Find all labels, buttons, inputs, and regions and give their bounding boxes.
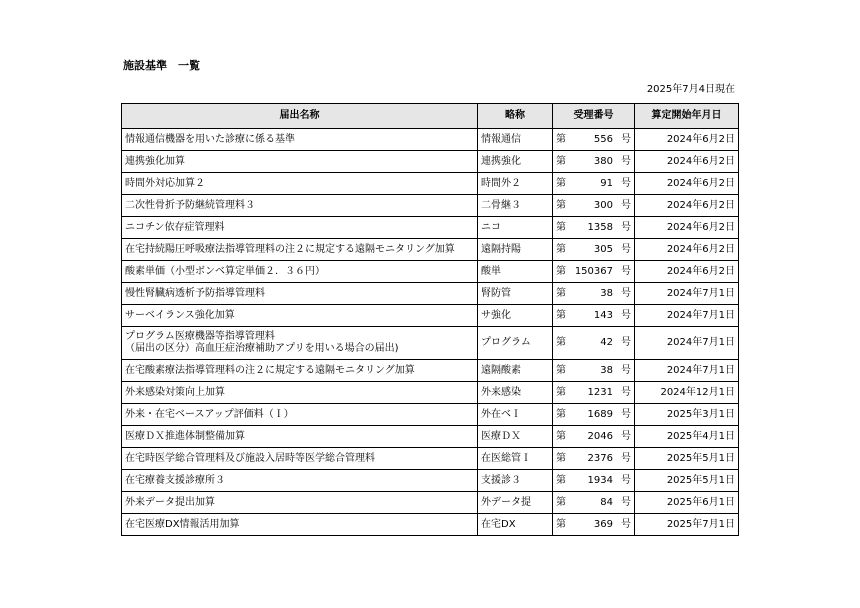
cell-name-text: 慢性腎臓病透析予防指導管理料	[125, 287, 265, 299]
number-value: 1358	[587, 221, 613, 233]
number-suffix: 号	[621, 243, 631, 255]
number-value: 143	[593, 309, 613, 321]
cell-start-date: 2024年7月1日	[635, 327, 739, 360]
number-prefix: 第	[556, 199, 566, 211]
number-value: 38	[600, 364, 613, 376]
cell-name	[122, 470, 478, 492]
cell-number	[553, 382, 635, 404]
number-suffix: 号	[621, 364, 631, 376]
cell-start-date: 2024年7月1日	[635, 360, 739, 382]
cell-abbr: 腎防管	[478, 283, 553, 305]
number-prefix: 第	[556, 177, 566, 189]
cell-name-text: 在宅持続陽圧呼吸療法指導管理料の注２に規定する遠隔モニタリング加算	[125, 243, 455, 255]
header-name: 届出名称	[122, 104, 478, 129]
table-body	[122, 129, 739, 536]
number-value: 300	[593, 199, 613, 211]
cell-name-text: 情報通信機器を用いた診療に係る基準	[125, 133, 295, 145]
cell-name-text: 在宅医療DX情報活用加算	[125, 518, 240, 530]
cell-name	[122, 195, 478, 217]
table-row	[122, 195, 739, 217]
table-row	[122, 305, 739, 327]
facility-standards-table	[121, 103, 739, 536]
cell-start-date: 2024年7月1日	[635, 283, 739, 305]
number-suffix: 号	[621, 496, 631, 508]
table-row	[122, 492, 739, 514]
cell-start-date: 2025年6月1日	[635, 492, 739, 514]
cell-number	[553, 327, 635, 360]
number-prefix: 第	[556, 452, 566, 464]
cell-name	[122, 404, 478, 426]
document-title: 施設基準 一覧	[123, 59, 200, 72]
cell-number	[553, 283, 635, 305]
cell-abbr: 外来感染	[478, 382, 553, 404]
cell-name	[122, 173, 478, 195]
cell-number	[553, 470, 635, 492]
table-row	[122, 151, 739, 173]
cell-number	[553, 448, 635, 470]
cell-abbr: 支援診３	[478, 470, 553, 492]
number-suffix: 号	[621, 518, 631, 530]
cell-start-date: 2024年6月2日	[635, 129, 739, 151]
cell-abbr: 連携強化	[478, 151, 553, 173]
number-suffix: 号	[621, 155, 631, 167]
cell-number	[553, 261, 635, 283]
cell-number	[553, 426, 635, 448]
cell-abbr: 遠隔持陽	[478, 239, 553, 261]
table-row	[122, 470, 739, 492]
cell-name-text: 医療ＤＸ推進体制整備加算	[125, 430, 245, 442]
table-row	[122, 426, 739, 448]
number-value: 2046	[587, 430, 613, 442]
cell-name-text: 酸素単価（小型ボンベ算定単価２．３６円）	[125, 265, 325, 277]
number-prefix: 第	[556, 243, 566, 255]
cell-abbr: サ強化	[478, 305, 553, 327]
table-header-row	[122, 104, 739, 129]
number-prefix: 第	[556, 364, 566, 376]
cell-number	[553, 217, 635, 239]
number-suffix: 号	[621, 386, 631, 398]
cell-name	[122, 305, 478, 327]
cell-abbr: 情報通信	[478, 129, 553, 151]
cell-name	[122, 514, 478, 536]
number-suffix: 号	[621, 430, 631, 442]
table-row	[122, 239, 739, 261]
number-prefix: 第	[556, 496, 566, 508]
cell-start-date: 2025年5月1日	[635, 470, 739, 492]
table-row	[122, 173, 739, 195]
cell-abbr: プログラム	[478, 327, 553, 360]
cell-start-date: 2024年6月2日	[635, 173, 739, 195]
number-value: 42	[600, 337, 613, 348]
cell-abbr: 酸単	[478, 261, 553, 283]
cell-name	[122, 239, 478, 261]
cell-name-text: 外来データ提出加算	[125, 496, 215, 508]
cell-number	[553, 151, 635, 173]
number-value: 84	[600, 496, 613, 508]
table-row	[122, 404, 739, 426]
number-value: 91	[600, 177, 613, 189]
number-prefix: 第	[556, 337, 566, 348]
table-row	[122, 327, 739, 360]
number-value: 1689	[587, 408, 613, 420]
cell-name-text: 二次性骨折予防継続管理料３	[125, 199, 255, 211]
cell-name-text-line2: （届出の区分）高血圧症治療補助アプリを用いる場合の届出)	[125, 343, 399, 354]
cell-name-text: 在宅酸素療法指導管理料の注２に規定する遠隔モニタリング加算	[125, 364, 415, 376]
cell-start-date: 2025年3月1日	[635, 404, 739, 426]
cell-name-text: 在宅時医学総合管理料及び施設入居時等医学総合管理料	[125, 452, 375, 464]
cell-name-text: 在宅療養支援診療所３	[125, 474, 225, 486]
cell-start-date: 2025年5月1日	[635, 448, 739, 470]
cell-name-text: 外来感染対策向上加算	[125, 386, 225, 398]
number-suffix: 号	[621, 265, 631, 277]
cell-abbr: 外在ベＩ	[478, 404, 553, 426]
cell-name	[122, 360, 478, 382]
cell-name-text: 外来・在宅ベースアップ評価料（Ｉ）	[125, 408, 294, 420]
number-prefix: 第	[556, 430, 566, 442]
number-suffix: 号	[621, 221, 631, 233]
number-suffix: 号	[621, 177, 631, 189]
cell-number	[553, 360, 635, 382]
cell-number	[553, 239, 635, 261]
table-row	[122, 514, 739, 536]
cell-start-date: 2025年4月1日	[635, 426, 739, 448]
cell-start-date: 2024年6月2日	[635, 151, 739, 173]
cell-start-date: 2024年7月1日	[635, 305, 739, 327]
cell-number	[553, 514, 635, 536]
cell-start-date: 2025年7月1日	[635, 514, 739, 536]
number-value: 1231	[587, 386, 613, 398]
cell-name	[122, 426, 478, 448]
cell-name	[122, 327, 478, 360]
cell-name	[122, 492, 478, 514]
cell-name-text: 連携強化加算	[125, 155, 185, 167]
number-suffix: 号	[621, 474, 631, 486]
cell-abbr: 在医総管Ｉ	[478, 448, 553, 470]
cell-start-date: 2024年6月2日	[635, 239, 739, 261]
number-suffix: 号	[621, 452, 631, 464]
number-prefix: 第	[556, 518, 566, 530]
cell-number	[553, 305, 635, 327]
cell-abbr: 二骨継３	[478, 195, 553, 217]
cell-name	[122, 151, 478, 173]
number-suffix: 号	[621, 199, 631, 211]
header-abbr: 略称	[478, 104, 553, 129]
cell-start-date: 2024年6月2日	[635, 261, 739, 283]
as-of-date: 2025年7月4日現在	[646, 84, 735, 95]
number-prefix: 第	[556, 386, 566, 398]
cell-abbr: 在宅DX	[478, 514, 553, 536]
cell-name	[122, 261, 478, 283]
cell-name	[122, 129, 478, 151]
table-row	[122, 448, 739, 470]
cell-number	[553, 129, 635, 151]
cell-name	[122, 382, 478, 404]
cell-number	[553, 195, 635, 217]
number-prefix: 第	[556, 265, 566, 277]
number-value: 2376	[587, 452, 613, 464]
cell-number	[553, 492, 635, 514]
number-value: 556	[593, 133, 613, 145]
cell-name	[122, 448, 478, 470]
cell-abbr: 外データ提	[478, 492, 553, 514]
cell-abbr: 時間外２	[478, 173, 553, 195]
cell-number	[553, 173, 635, 195]
table-row	[122, 283, 739, 305]
number-value: 150367	[574, 265, 613, 277]
number-prefix: 第	[556, 474, 566, 486]
number-value: 305	[593, 243, 613, 255]
cell-name	[122, 217, 478, 239]
number-suffix: 号	[621, 309, 631, 321]
cell-start-date: 2024年6月2日	[635, 195, 739, 217]
cell-number	[553, 404, 635, 426]
cell-abbr: ニコ	[478, 217, 553, 239]
number-prefix: 第	[556, 287, 566, 299]
table-row	[122, 382, 739, 404]
cell-start-date: 2024年12月1日	[635, 382, 739, 404]
table-row	[122, 129, 739, 151]
number-suffix: 号	[621, 287, 631, 299]
number-value: 369	[593, 518, 613, 530]
number-value: 380	[593, 155, 613, 167]
cell-name-text: サーベイランス強化加算	[125, 309, 235, 321]
number-prefix: 第	[556, 309, 566, 321]
number-value: 38	[600, 287, 613, 299]
cell-abbr: 遠隔酸素	[478, 360, 553, 382]
header-start-date: 算定開始年月日	[635, 104, 739, 129]
number-value: 1934	[587, 474, 613, 486]
cell-name-text: ニコチン依存症管理料	[125, 221, 225, 233]
number-prefix: 第	[556, 155, 566, 167]
header-number: 受理番号	[553, 104, 635, 129]
table-row	[122, 360, 739, 382]
number-prefix: 第	[556, 408, 566, 420]
number-suffix: 号	[621, 133, 631, 145]
cell-name	[122, 283, 478, 305]
table-row	[122, 217, 739, 239]
number-suffix: 号	[621, 408, 631, 420]
cell-name-text: プログラム医療機器等指導管理料	[125, 331, 275, 342]
number-prefix: 第	[556, 133, 566, 145]
number-suffix: 号	[621, 337, 631, 348]
cell-name-text: 時間外対応加算２	[125, 177, 205, 189]
cell-start-date: 2024年6月2日	[635, 217, 739, 239]
cell-abbr: 医療ＤＸ	[478, 426, 553, 448]
table-row	[122, 261, 739, 283]
number-prefix: 第	[556, 221, 566, 233]
